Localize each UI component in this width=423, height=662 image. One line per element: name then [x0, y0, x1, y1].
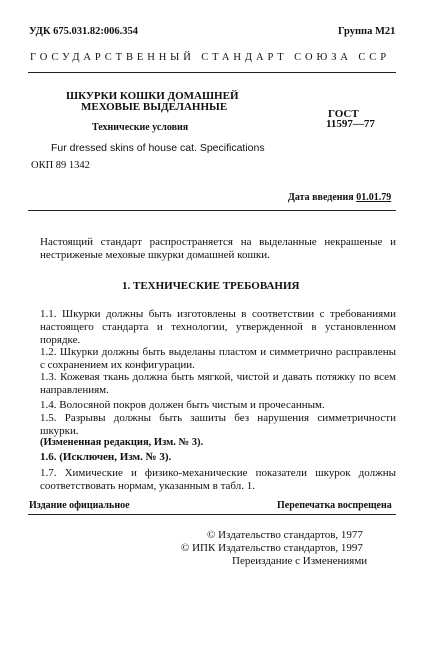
clause-1-7: 1.7. Химические и физико-механические показатели шкурок должны соответствовать нормам, указанным в табл. 1. [40, 467, 396, 492]
bottom-divider [28, 514, 396, 515]
copyright-1977: © Издательство стандартов, 1977 [207, 529, 363, 541]
edition-note: (Измененная редакция, Изм. № 3). [40, 437, 204, 448]
middle-divider [28, 210, 396, 211]
clause-1-3: 1.3. Кожевая ткань должна быть мягкой, чистой и давать потяжку по всем направлениям. [40, 371, 396, 396]
official-edition: Издание официальное [29, 500, 130, 511]
gost-label: ГОСТ [328, 108, 359, 120]
clause-1-5: 1.5. Разрывы должны быть зашиты без нарушения симметричности шкурки. [40, 412, 396, 437]
intro-date [288, 192, 391, 203]
intro-date-label: Дата введения [288, 192, 354, 203]
top-divider [28, 72, 396, 73]
state-standard-banner: ГОСУДАРСТВЕННЫЙ СТАНДАРТ СОЮЗА ССР [30, 52, 390, 63]
title-line-1: ШКУРКИ КОШКИ ДОМАШНЕЙ [66, 90, 239, 102]
group-code: Группа М21 [338, 26, 396, 37]
intro-date-value: 01.01.79 [356, 192, 392, 203]
copyright-1997: © ИПК Издательство стандартов, 1997 [181, 542, 363, 554]
udk-code: УДК 675.031.82:006.354 [29, 26, 138, 37]
gost-number: 11597—77 [326, 118, 375, 130]
reissue-note: Переиздание с Изменениями [232, 555, 368, 567]
okp-code: ОКП 89 1342 [31, 160, 90, 171]
clause-1-2: 1.2. Шкурки должны быть выделаны пластом и симметрично расправлены с сохранением их конфигурации. [40, 346, 396, 371]
reprint-prohibited: Перепечатка воспрещена [277, 500, 392, 511]
clause-1-1: 1.1. Шкурки должны быть изготовлены в соответствии с требованиями настоящего стандарта и технологии, утвержденной в установленном порядке. [40, 308, 396, 346]
subtitle: Технические условия [92, 122, 189, 133]
clause-1-6: 1.6. (Исключен, Изм. № 3). [40, 451, 172, 463]
title-line-2: МЕХОВЫЕ ВЫДЕЛАННЫЕ [81, 101, 228, 113]
clause-1-4: 1.4. Волосяной покров должен быть чистым и прочесанным. [40, 399, 325, 411]
english-title: Fur dressed skins of house cat. Specifications [51, 142, 265, 154]
section-title: 1. ТЕХНИЧЕСКИЕ ТРЕБОВАНИЯ [122, 280, 300, 292]
intro-paragraph: Настоящий стандарт распространяется на выделанные некрашеные и нестриженые меховые шкурки домашней кошки. [40, 236, 396, 261]
